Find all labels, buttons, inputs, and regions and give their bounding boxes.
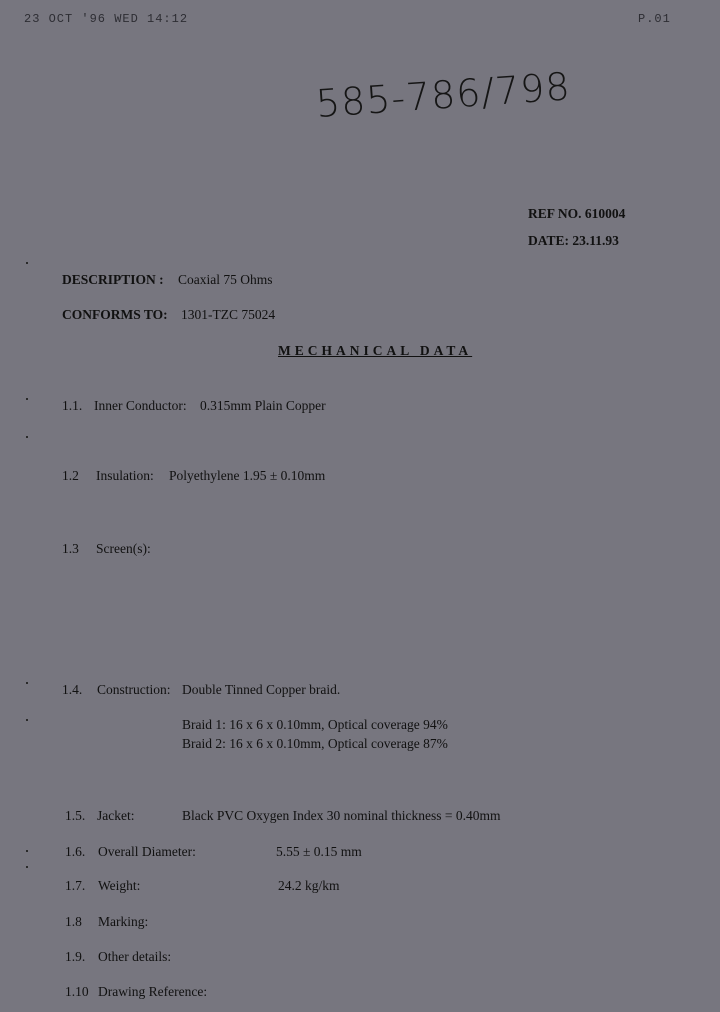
item-number: 1.6. (65, 844, 86, 859)
item-number: 1.5. (65, 808, 86, 823)
drawing-reference-label: Drawing Reference: (98, 984, 208, 999)
insulation-label: Insulation: (96, 468, 154, 483)
conforms-value: 1301-TZC 75024 (181, 307, 276, 322)
screens-label: Screen(s): (96, 541, 151, 556)
conforms-label: CONFORMS TO: (62, 307, 168, 322)
scan-speck (26, 262, 28, 264)
scan-speck (26, 850, 28, 852)
scan-speck (26, 436, 28, 438)
scan-speck (26, 398, 28, 400)
fax-header-left: 23 OCT '96 WED 14:12 (24, 12, 189, 26)
fax-header-page: P.01 (638, 12, 671, 26)
inner-conductor-value: 0.315mm Plain Copper (200, 398, 326, 413)
handwritten-number: 585-786/798 (314, 64, 573, 126)
overall-diameter-value: 5.55 ± 0.15 mm (276, 844, 362, 859)
ref-number: REF NO. 610004 (528, 206, 626, 221)
scan-speck (26, 719, 28, 721)
braid-1-spec: Braid 1: 16 x 6 x 0.10mm, Optical coverage 94% (182, 717, 448, 732)
item-number: 1.1. (62, 398, 83, 413)
item-number: 1.9. (65, 949, 86, 964)
item-number: 1.10 (65, 984, 89, 999)
insulation-value: Polyethylene 1.95 ± 0.10mm (169, 468, 326, 483)
marking-label: Marking: (98, 914, 149, 929)
braid-2-spec: Braid 2: 16 x 6 x 0.10mm, Optical coverage 87% (182, 736, 448, 751)
mechanical-data-heading: MECHANICAL DATA (278, 343, 473, 358)
jacket-label: Jacket: (97, 808, 135, 823)
description-label: DESCRIPTION : (62, 272, 164, 287)
item-number: 1.3 (62, 541, 79, 556)
item-number: 1.8 (65, 914, 82, 929)
weight-label: Weight: (98, 878, 141, 893)
item-number: 1.4. (62, 682, 83, 697)
other-details-label: Other details: (98, 949, 172, 964)
scan-speck (26, 866, 28, 868)
construction-label: Construction: (97, 682, 171, 697)
description-value: Coaxial 75 Ohms (178, 272, 273, 287)
weight-value: 24.2 kg/km (278, 878, 340, 893)
ref-date: DATE: 23.11.93 (528, 233, 619, 248)
item-number: 1.2 (62, 468, 79, 483)
scan-speck (26, 682, 28, 684)
jacket-value: Black PVC Oxygen Index 30 nominal thickness = 0.40mm (182, 808, 501, 823)
inner-conductor-label: Inner Conductor: (94, 398, 187, 413)
overall-diameter-label: Overall Diameter: (98, 844, 196, 859)
construction-value: Double Tinned Copper braid. (182, 682, 341, 697)
item-number: 1.7. (65, 878, 86, 893)
